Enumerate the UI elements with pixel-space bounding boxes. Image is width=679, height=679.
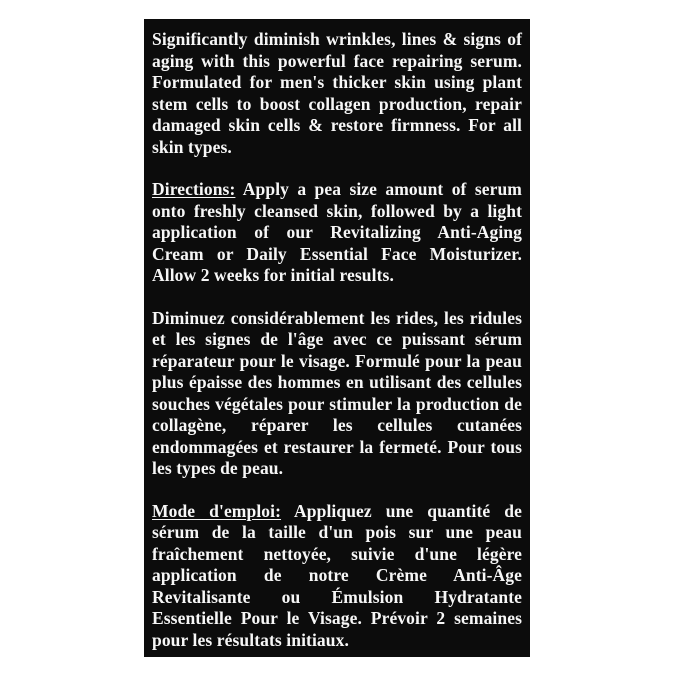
mode-demploi-text: Appliquez une quantité de sérum de la taille d'un pois sur une peau fraîchement nettoyée, suivie d'une légère application de notre Crème Anti-Âge Revitalisante ou Émulsion Hydratante Essentielle Pour le Visage. Prévoir 2 semaines pour les résultats initiaux. xyxy=(152,500,522,650)
french-description-text: Diminuez considérablement les rides, les ridules et les signes de l'âge avec ce puissant sérum réparateur pour le visage. Formulé pour la peau plus épaisse des hommes en utilisant des cellules souches végétales pour stimuler la production de collagène, réparer les cellules cutanées endommagées et restaurer la fermeté. Pour tous les types de peau. xyxy=(152,307,522,478)
paragraph-directions xyxy=(152,179,522,287)
mode-demploi-heading: Mode d'emploi: xyxy=(152,500,282,521)
directions-text: Apply a pea size amount of serum onto freshly cleansed skin, followed by a light application of our Revitalizing Anti-Aging Cream or Daily Essential Face Moisturizer. Allow 2 weeks for initial results. xyxy=(152,179,522,285)
paragraph-french-description xyxy=(152,308,522,480)
paragraph-mode-demploi xyxy=(152,501,522,652)
directions-heading: Directions: xyxy=(152,179,236,199)
paragraph-english-description xyxy=(152,29,522,158)
product-label-panel xyxy=(144,19,530,657)
english-description-text: Significantly diminish wrinkles, lines & signs of aging with this powerful face repairing serum. Formulated for men's thicker skin using plant stem cells to boost collagen production, repair damaged skin cells & restore firmness. For all skin types. xyxy=(152,29,522,157)
